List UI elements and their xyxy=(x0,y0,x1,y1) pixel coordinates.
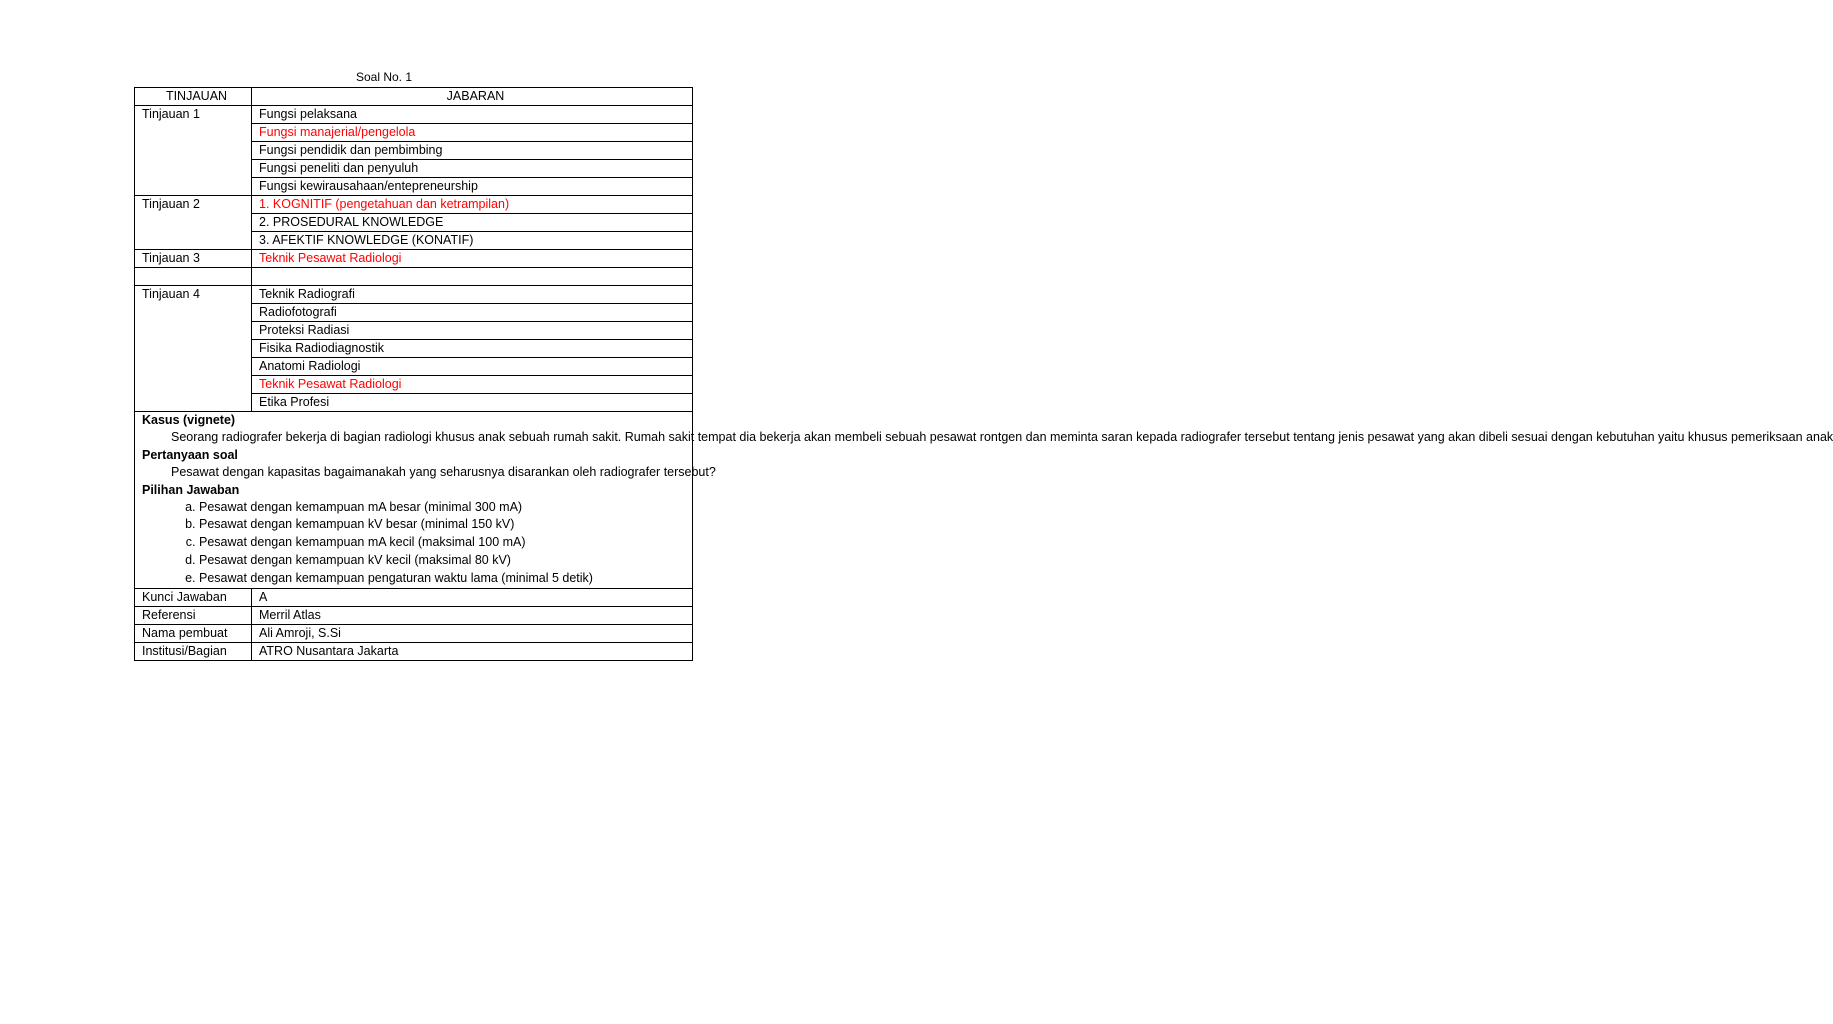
header-jabaran: JABARAN xyxy=(252,88,693,106)
referensi-label: Referensi xyxy=(135,606,252,624)
answer-options-list xyxy=(142,499,692,588)
tinjauan-1-item: Fungsi peneliti dan penyuluh xyxy=(252,160,693,178)
nama-pembuat-label: Nama pembuat xyxy=(135,624,252,642)
kunci-jawaban-label: Kunci Jawaban xyxy=(135,588,252,606)
kasus-text: Seorang radiografer bekerja di bagian radiologi khusus anak sebuah rumah sakit. Rumah sakit tempat dia bekerja akan membeli sebuah pesawat rontgen dan meminta saran kepada radiografer tersebut tentang jenis pesawat yang akan dibeli sesuai dengan kebutuhan yaitu khusus pemeriksaan anak xyxy=(171,430,1833,444)
tinjauan-2-item: 1. KOGNITIF (pengetahuan dan ketrampilan) xyxy=(252,196,693,214)
table-row xyxy=(135,624,693,642)
referensi-value: Merril Atlas xyxy=(252,606,693,624)
kunci-jawaban-value: A xyxy=(252,588,693,606)
tinjauan-1-item: Fungsi manajerial/pengelola xyxy=(252,124,693,142)
empty-cell xyxy=(135,268,252,286)
tinjauan-4-item: Radiofotografi xyxy=(252,304,693,322)
table-row xyxy=(135,286,693,304)
table-row xyxy=(135,588,693,606)
empty-row xyxy=(135,268,693,286)
answer-option-a: a. Pesawat dengan kemampuan mA besar (minimal 300 mA) xyxy=(199,499,692,517)
empty-cell xyxy=(252,268,693,286)
tinjauan-4-item: Etika Profesi xyxy=(252,394,693,412)
pertanyaan-label: Pertanyaan soal xyxy=(142,447,238,462)
case-cell xyxy=(135,412,1833,589)
answer-option-e: e. Pesawat dengan kemampuan pengaturan waktu lama (minimal 5 detik) xyxy=(199,570,692,588)
table-row xyxy=(135,250,693,268)
question-table xyxy=(134,87,1833,661)
header-tinjauan: TINJAUAN xyxy=(135,88,252,106)
tinjauan-2-label: Tinjauan 2 xyxy=(135,196,252,250)
tinjauan-2-item: 3. AFEKTIF KNOWLEDGE (KONATIF) xyxy=(252,232,693,250)
tinjauan-4-label: Tinjauan 4 xyxy=(135,286,252,412)
nama-pembuat-value: Ali Amroji, S.Si xyxy=(252,624,693,642)
pilihan-label: Pilihan Jawaban xyxy=(142,482,240,497)
pertanyaan-text: Pesawat dengan kapasitas bagaimanakah yang seharusnya disarankan oleh radiografer tersebut? xyxy=(171,464,716,479)
case-block xyxy=(135,412,693,589)
tinjauan-4-item: Proteksi Radiasi xyxy=(252,322,693,340)
table-row xyxy=(135,642,693,660)
table-row xyxy=(135,106,693,124)
table-row xyxy=(135,196,693,214)
tinjauan-1-label: Tinjauan 1 xyxy=(135,106,252,196)
institusi-value: ATRO Nusantara Jakarta xyxy=(252,642,693,660)
tinjauan-4-item: Teknik Radiografi xyxy=(252,286,693,304)
table-header-row xyxy=(135,88,693,106)
institusi-label: Institusi/Bagian xyxy=(135,642,252,660)
tinjauan-4-item: Fisika Radiodiagnostik xyxy=(252,340,693,358)
tinjauan-4-item: Anatomi Radiologi xyxy=(252,358,693,376)
answer-option-c: c. Pesawat dengan kemampuan mA kecil (maksimal 100 mA) xyxy=(199,534,692,552)
tinjauan-4-item: Teknik Pesawat Radiologi xyxy=(252,376,693,394)
tinjauan-1-item: Fungsi kewirausahaan/entepreneurship xyxy=(252,178,693,196)
tinjauan-3-label: Tinjauan 3 xyxy=(135,250,252,268)
kasus-label: Kasus (vignete) xyxy=(142,413,236,427)
answer-option-b: b. Pesawat dengan kemampuan kV besar (minimal 150 kV) xyxy=(199,516,692,534)
answer-option-d: d. Pesawat dengan kemampuan kV kecil (maksimal 80 kV) xyxy=(199,552,692,570)
tinjauan-1-item: Fungsi pelaksana xyxy=(252,106,693,124)
table-row xyxy=(135,606,693,624)
page-title: Soal No. 1 xyxy=(355,70,413,84)
tinjauan-1-item: Fungsi pendidik dan pembimbing xyxy=(252,142,693,160)
tinjauan-3-value: Teknik Pesawat Radiologi xyxy=(252,250,693,268)
tinjauan-2-item: 2. PROSEDURAL KNOWLEDGE xyxy=(252,214,693,232)
